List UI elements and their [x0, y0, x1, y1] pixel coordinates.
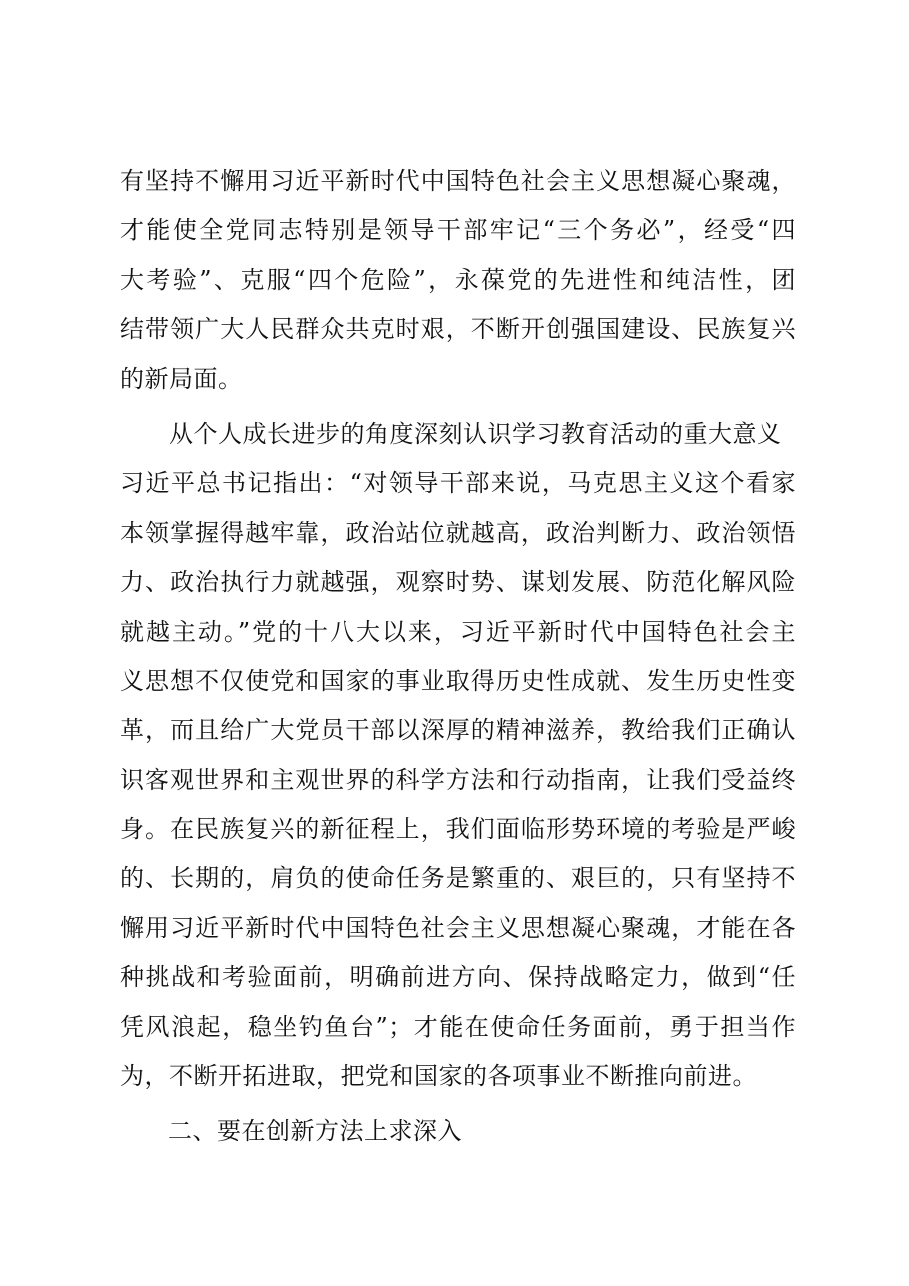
text-line: 习近平总书记指出：“对领导干部来说，马克思主义这个看家	[120, 469, 796, 498]
text-line: 力、政治执行力就越强，观察时势、谋划发展、防范化解风险	[120, 568, 796, 597]
section-heading: 二、要在创新方法上求深入	[168, 1117, 462, 1146]
text-line: 大考验”、克服“四个危险”，永葆党的先进性和纯洁性，团	[120, 265, 796, 294]
text-line: 的、长期的，肩负的使命任务是繁重的、艰巨的，只有坚持不	[120, 864, 796, 893]
text-line: 结带领广大人民群众共克时艰，不断开创强国建设、民族复兴	[120, 315, 796, 344]
paragraph-2	[120, 410, 796, 1101]
text-line: 才能使全党同志特别是领导干部牢记“三个务必”，经受“四	[120, 216, 796, 245]
text-line: 种挑战和考验面前，明确前进方向、保持战略定力，做到“任	[120, 963, 796, 992]
text-line: 就越主动。”党的十八大以来，习近平新时代中国特色社会主	[120, 617, 796, 646]
text-line: 身。在民族复兴的新征程上，我们面临形势环境的考验是严峻	[120, 815, 796, 844]
text-line: 的新局面。	[120, 364, 243, 393]
text-line: 凭风浪起，稳坐钓鱼台”；才能在使命任务面前，勇于担当作	[120, 1012, 796, 1041]
text-line: 懈用习近平新时代中国特色社会主义思想凝心聚魂，才能在各	[120, 913, 796, 942]
text-line: 本领掌握得越牢靠，政治站位就越高，政治判断力、政治领悟	[120, 518, 796, 547]
text-line: 义思想不仅使党和国家的事业取得历史性成就、发生历史性变	[120, 666, 796, 695]
text-line: 识客观世界和主观世界的科学方法和行动指南，让我们受益终	[120, 765, 796, 794]
text-line: 为，不断开拓进取，把党和国家的各项事业不断推向前进。	[120, 1062, 757, 1091]
paragraph-1	[120, 157, 796, 404]
text-line: 有坚持不懈用习近平新时代中国特色社会主义思想凝心聚魂，	[120, 167, 796, 195]
section-title-line: 从个人成长进步的角度深刻认识学习教育活动的重大意义	[120, 419, 782, 448]
text-line: 革，而且给广大党员干部以深厚的精神滋养，教给我们正确认	[120, 716, 796, 745]
document-body	[120, 157, 796, 1157]
